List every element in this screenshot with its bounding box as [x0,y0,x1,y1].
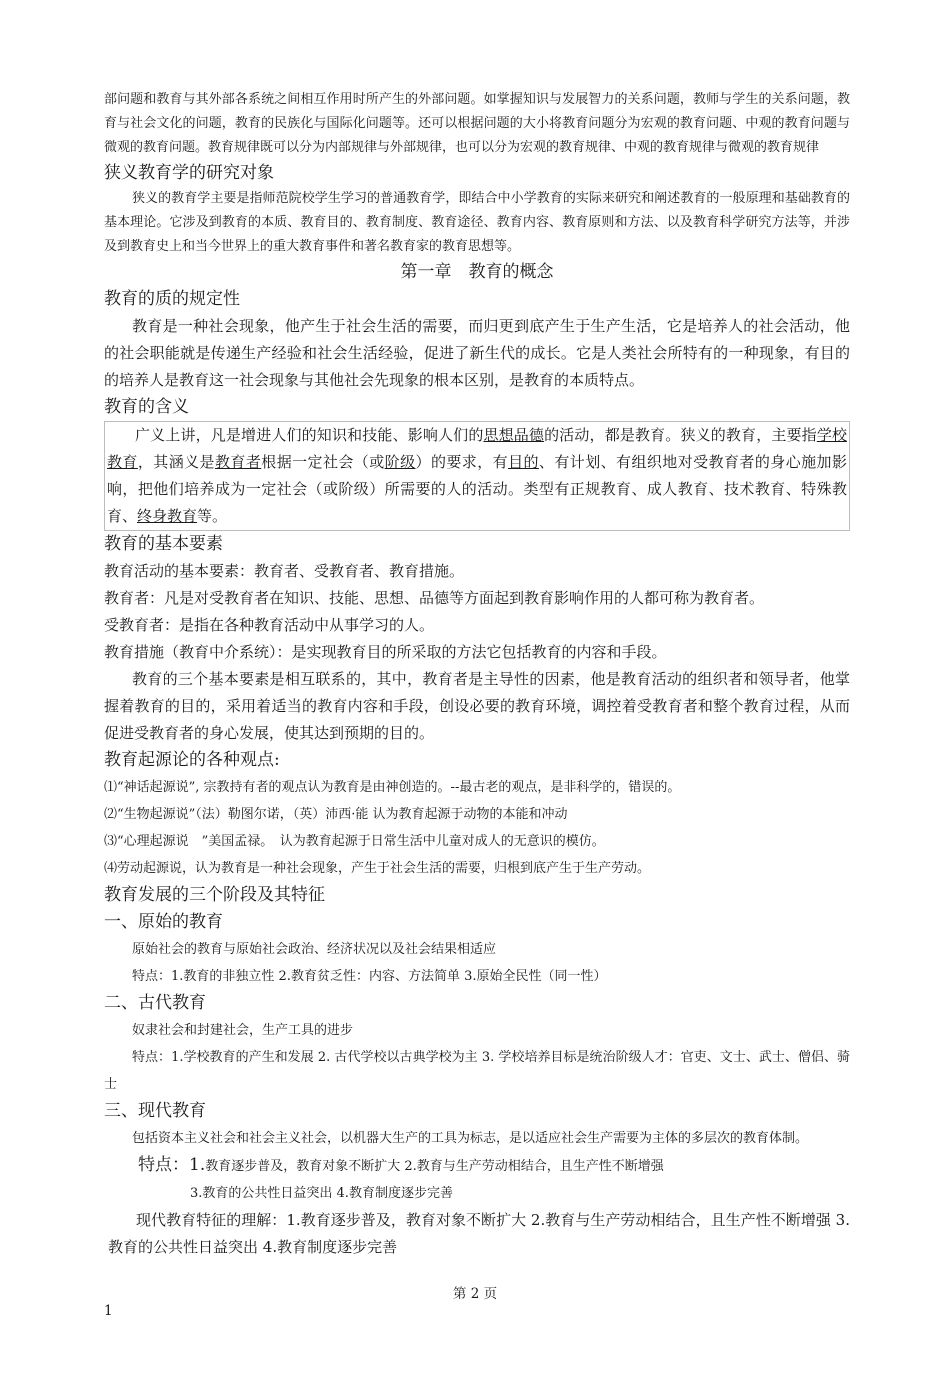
meaning-text-6: 、有计划、有组织地对受教育者的身心施加影响，把他们培养成为一定社会（或阶级）所需要的人的活动。类型有正规教育、成人教育、技术教育、特殊教育、 [107,453,847,525]
stage-3-features [104,1152,850,1180]
quality-body: 教育是一种社会现象，他产生于社会生活的需要，而归更到底产生于生产生活，它是培养人的社会活动，他的社会职能就是传递生产经验和社会生活经验，促进了新生代的成长。它是人类社会所特有的一种现象，有目的的培养人是教育这一社会现象与其他社会先现象的根本区别，是教育的本质特点。 [104,317,850,389]
link-moral-character[interactable]: 思想品德 [483,426,545,444]
elements-line-2: 教育者：凡是对受教育者在知识、技能、思想、品德等方面起到教育影响作用的人都可称为教育者。 [104,589,765,607]
origin-heading: 教育起源论的各种观点: [104,750,280,770]
meaning-text-5: ）的要求，有 [415,453,509,471]
elements-heading: 教育的基本要素 [104,534,223,554]
stages-heading: 教育发展的三个阶段及其特征 [104,885,325,905]
stage-1-line-1: 原始社会的教育与原始社会政治、经济状况以及社会结果相适应 [132,942,497,957]
stage-3-features-line-2: 3.教育的公共性日益突出 4.教育制度逐步完善 [190,1186,453,1201]
stage-2-line-1: 奴隶社会和封建社会，生产工具的进步 [132,1023,354,1038]
link-purpose[interactable]: 目的 [508,453,539,471]
corner-mark: 1 [104,1303,113,1319]
meaning-box [104,421,850,531]
link-class[interactable]: 阶级 [384,453,416,471]
elements-line-3: 受教育者：是指在各种教育活动中从事学习的人。 [104,616,435,634]
intro-paragraph: 部问题和教育与其外部各系统之间相互作用时所产生的外部问题。如掌握知识与发展智力的关系问题，教师与学生的关系问题，教育与社会文化的问题，教育的民族化与国际化问题等。还可以根据问题的大小将教育问题分为宏观的教育问题、中观的教育问题与微观的教育问题。教育规律既可以分为内部规律与外部规律，也可以分为宏观的教育规律、中观的教育规律与微观的教育规律 [104,92,850,155]
origin-item-4: ⑷劳动起源说，认为教育是一种社会现象，产生于社会生活的需要，归根到底产生于生产劳动。 [104,861,651,876]
link-school-education[interactable]: 学校教育 [107,426,847,471]
elements-line-5: 教育的三个基本要素是相互联系的，其中，教育者是主导性的因素，他是教育活动的组织者和领导者，他掌握着教育的目的，采用着适当的教育内容和手段，创设必要的教育环境，调控着受教育者和整个教育过程，从而促进受教育者的身心发展，使其达到预期的目的。 [104,670,850,742]
narrow-pedagogy-heading: 狭义教育学的研究对象 [104,163,274,183]
elements-line-4: 教育措施（教育中介系统）：是实现教育目的所采取的方法它包括教育的内容和手段。 [104,643,667,661]
origin-item-2: ⑵“生物起源说”（法）勒图尔诺，（英）沛西·能 认为教育起源于动物的本能和冲动 [104,807,568,822]
narrow-pedagogy-body: 狭义的教育学主要是指师范院校学生学习的普通教育学，即结合中小学教育的实际来研究和阐述教育的一般原理和基础教育的基本理论。它涉及到教育的本质、教育目的、教育制度、教育途径、教育内容、教育原则和方法、以及教育科学研究方法等，并涉及到教育史上和当今世界上的重大教育事件和著名教育家的教育思想等。 [104,191,850,254]
document-page [104,88,850,1261]
stage-2-title: 二、古代教育 [104,993,206,1013]
meaning-text-7: 等。 [197,507,228,525]
quality-heading: 教育的质的规定性 [104,289,240,309]
stage-3-features-label: 特点：1. [138,1155,206,1175]
meaning-text-3: ，其涵义是 [137,453,215,471]
origin-item-3: ⑶“心理起源说 ”美国孟禄。 认为教育起源于日常生活中儿童对成人的无意识的模仿。 [104,834,605,849]
meaning-text-4: 根据一定社会（或 [261,453,385,471]
elements-line-1: 教育活动的基本要素：教育者、受教育者、教育措施。 [104,562,465,580]
page-number: 第 2 页 [452,1286,498,1302]
link-lifelong-education[interactable]: 终身教育 [137,507,198,525]
meaning-text-1: 广义上讲，凡是增进人们的知识和技能、影响人们的 [135,426,484,444]
link-educator[interactable]: 教育者 [214,453,262,471]
meaning-heading: 教育的含义 [104,397,189,417]
stage-1-title: 一、原始的教育 [104,912,223,932]
stage-3-features-text: 教育逐步普及，教育对象不断扩大 2.教育与生产劳动相结合，且生产性不断增强 [205,1159,664,1174]
stage-2-line-2: 特点：1.学校教育的产生和发展 2. 古代学校以古典学校为主 3. 学校培养目标是统治阶级人才：官吏、文士、武士、僧侣、骑士 [104,1050,850,1092]
stage-3-line-1: 包括资本主义社会和社会主义社会，以机器大生产的工具为标志，是以适应社会生产需要为主体的多层次的教育体制。 [132,1131,809,1146]
chapter-title: 第一章 教育的概念 [400,262,554,282]
meaning-text-2: 的活动，都是教育。狭义的教育，主要指 [544,426,817,444]
stage-3-understanding: 现代教育特征的理解：1.教育逐步普及，教育对象不断扩大 2.教育与生产劳动相结合，且生产性不断增强 3.教育的公共性日益突出 4.教育制度逐步完善 [108,1211,850,1256]
stage-1-line-2: 特点：1.教育的非独立性 2.教育贫乏性：内容、方法简单 3.原始全民性（同一性） [132,969,607,984]
origin-item-1: ⑴“神话起源说”, 宗教持有者的观点认为教育是由神创造的。--最古老的观点，是非科学的，错误的。 [104,780,681,795]
stage-3-title: 三、现代教育 [104,1101,206,1121]
